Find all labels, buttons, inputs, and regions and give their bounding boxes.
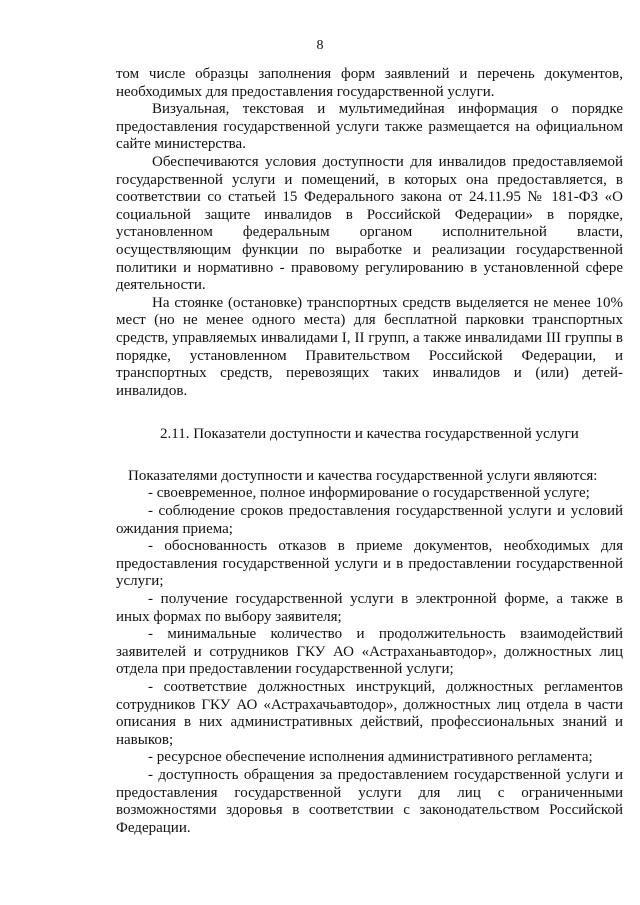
paragraph-visual-info: Визуальная, текстовая и мультимедийная информация о порядке предоставления государственной услуги также размещается на официальном сайте министерства.: [116, 101, 623, 153]
list-item: - получение государственной услуги в электронной форме, а также в иных формах по выбору заявителя;: [116, 591, 623, 625]
paragraph-accessibility-conditions: Обеспечиваются условия доступности для инвалидов предоставляемой государственной услуги и помещений, в которых она предоставляется, в соответствии со статьей 15 Федерального закона от 24.11.95 № 181-ФЗ «О социальной защите инвалидов в Российской Федерации» в порядке, установленном федеральным органом исполнительной власти, осуществляющим функции по выработке и реализации государственной политики и нормативно - правовому регулированию в установленной сфере деятельности.: [116, 153, 623, 294]
list-item: - обоснованность отказов в приеме документов, необходимых для предоставления государственной услуги и в предоставлении государственной услуги;: [116, 538, 623, 590]
list-item: - доступность обращения за предоставлением государственной услуги и предоставления государственной услуги для лиц с ограниченными возможностями здоровья в соответствии с законодательством Российской Федерации.: [116, 766, 623, 836]
paragraph-continuation: том числе образцы заполнения форм заявлений и перечень документов, необходимых для предоставления государственной услуги.: [116, 66, 623, 100]
list-item: - минимальные количество и продолжительность взаимодействий заявителей и сотрудников ГКУ АО «Астраханьавтодор», должностных лиц отдела при предоставлении государственной услуги;: [116, 626, 623, 678]
list-item: - своевременное, полное информирование о государственной услуге;: [148, 485, 590, 502]
document-body: [116, 66, 623, 837]
list-item: - ресурсное обеспечение исполнения административного регламента;: [148, 749, 593, 766]
list-item: - соблюдение сроков предоставления государственной услуги и условий ожидания приема;: [116, 503, 623, 537]
page-number: 8: [316, 38, 324, 53]
list-item: - соответствие должностных инструкций, должностных регламентов сотрудников ГКУ АО «Астрахачьавтодор», должностных лиц отдела в части описания в них административных действий, профессиональных знаний и навыков;: [116, 679, 623, 748]
paragraph-parking: На стоянке (остановке) транспортных средств выделяется не менее 10% мест (но не менее одного места) для бесплатной парковки транспортных средств, управляемых инвалидами I, II групп, а также инвалидами III группы в порядке, установленном Правительством Российской Федерации, и транспортных средств, перевозящих таких инвалидов и (или) детей-инвалидов.: [116, 294, 623, 399]
section-heading: 2.11. Показатели доступности и качества государственной услуги: [160, 426, 579, 443]
indicators-intro: Показателями доступности и качества государственной услуги являются:: [128, 467, 598, 484]
